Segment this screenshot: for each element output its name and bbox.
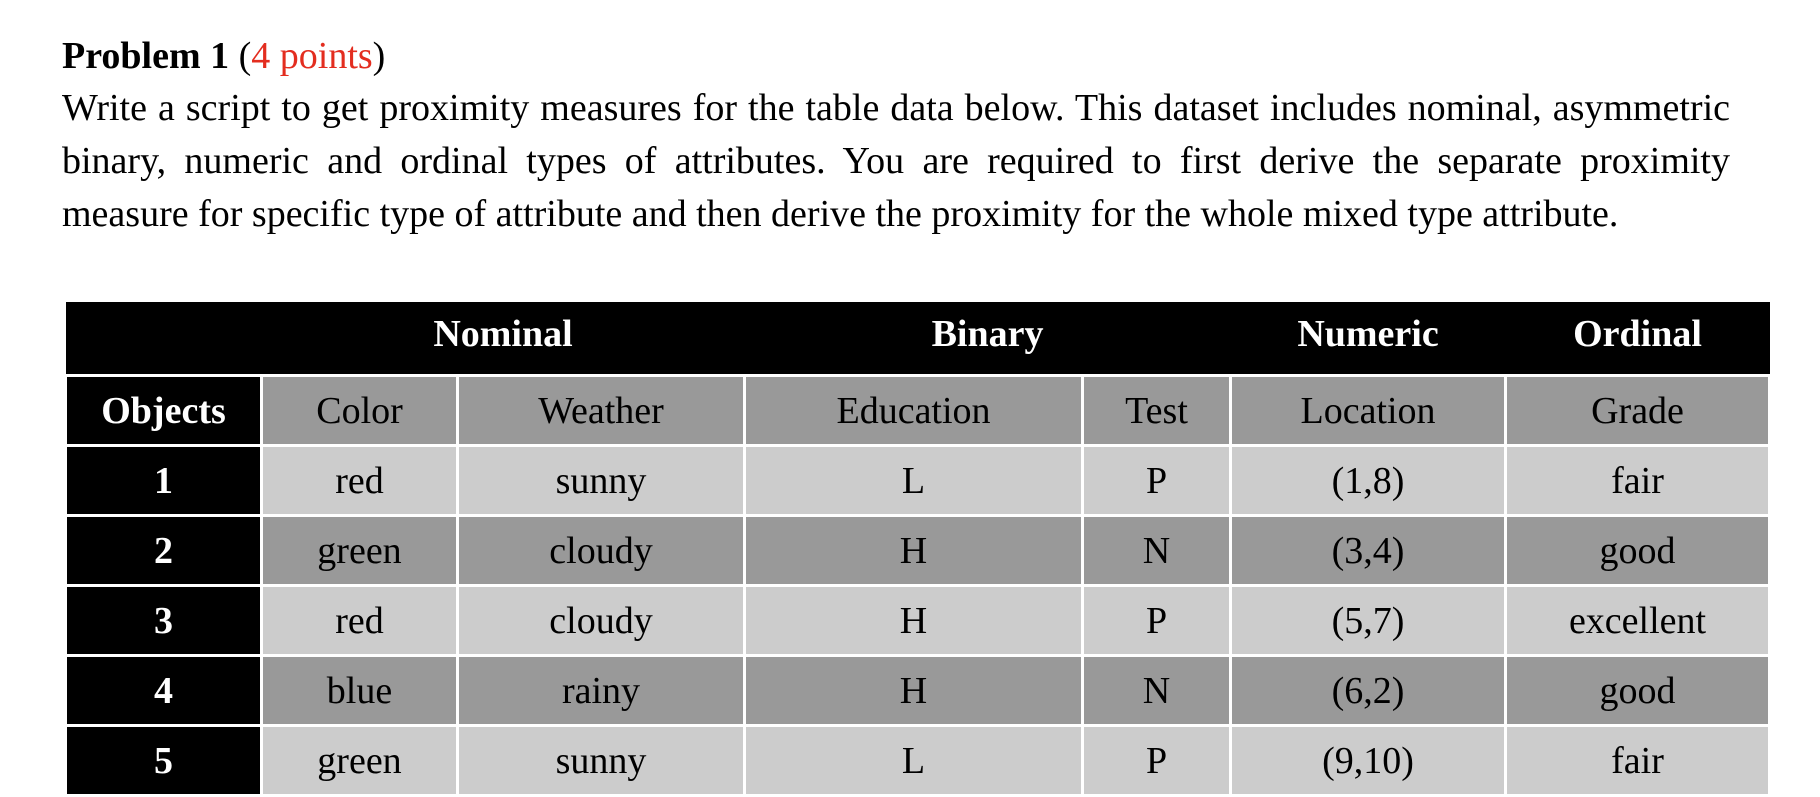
header-color: Color (262, 376, 458, 446)
column-header-row (66, 376, 1770, 446)
table-row (66, 446, 1770, 516)
close-paren: ) (372, 35, 386, 77)
location-cell: (1,8) (1231, 446, 1506, 516)
location-cell: (6,2) (1231, 656, 1506, 726)
color-cell: green (262, 726, 458, 796)
color-cell: blue (262, 656, 458, 726)
table-row (66, 726, 1770, 796)
location-cell: (3,4) (1231, 516, 1506, 586)
grade-cell: good (1506, 656, 1770, 726)
header-grade: Grade (1506, 376, 1770, 446)
table-row (66, 586, 1770, 656)
location-cell: (9,10) (1231, 726, 1506, 796)
weather-cell: sunny (458, 726, 745, 796)
header-test: Test (1083, 376, 1231, 446)
color-cell: red (262, 586, 458, 656)
problem-section (62, 30, 1742, 241)
group-numeric: Numeric (1231, 302, 1506, 376)
grade-cell: good (1506, 516, 1770, 586)
color-cell: green (262, 516, 458, 586)
test-cell: P (1083, 726, 1231, 796)
problem-description: Write a script to get proximity measures for the table data below. This dataset includes nominal, asymmetric binary, numeric and ordinal types of attributes. You are required to first derive the separate proximity measure for specific type of attribute and then derive the proximity for the whole mixed type attribute. (62, 87, 1730, 235)
header-objects: Objects (66, 376, 262, 446)
test-cell: P (1083, 586, 1231, 656)
grade-cell: fair (1506, 726, 1770, 796)
location-cell: (5,7) (1231, 586, 1506, 656)
weather-cell: rainy (458, 656, 745, 726)
education-cell: H (745, 586, 1083, 656)
education-cell: H (745, 656, 1083, 726)
object-id: 3 (66, 586, 262, 656)
test-cell: N (1083, 516, 1231, 586)
weather-cell: cloudy (458, 516, 745, 586)
education-cell: L (745, 726, 1083, 796)
weather-cell: cloudy (458, 586, 745, 656)
object-id: 5 (66, 726, 262, 796)
header-education: Education (745, 376, 1083, 446)
problem-heading (62, 30, 1742, 82)
group-header-row (66, 302, 1770, 376)
color-cell: red (262, 446, 458, 516)
grade-cell: excellent (1506, 586, 1770, 656)
education-cell: H (745, 516, 1083, 586)
header-weather: Weather (458, 376, 745, 446)
object-id: 1 (66, 446, 262, 516)
group-ordinal: Ordinal (1506, 302, 1770, 376)
test-cell: N (1083, 656, 1231, 726)
group-binary: Binary (745, 302, 1231, 376)
table-row (66, 656, 1770, 726)
test-cell: P (1083, 446, 1231, 516)
table-row (66, 516, 1770, 586)
attribute-table (64, 302, 1771, 797)
object-id: 4 (66, 656, 262, 726)
grade-cell: fair (1506, 446, 1770, 516)
education-cell: L (745, 446, 1083, 516)
open-paren: ( (238, 35, 252, 77)
problem-points: 4 points (251, 35, 373, 77)
weather-cell: sunny (458, 446, 745, 516)
header-location: Location (1231, 376, 1506, 446)
object-id: 2 (66, 516, 262, 586)
problem-label: Problem 1 (62, 35, 230, 77)
group-nominal: Nominal (66, 302, 745, 376)
